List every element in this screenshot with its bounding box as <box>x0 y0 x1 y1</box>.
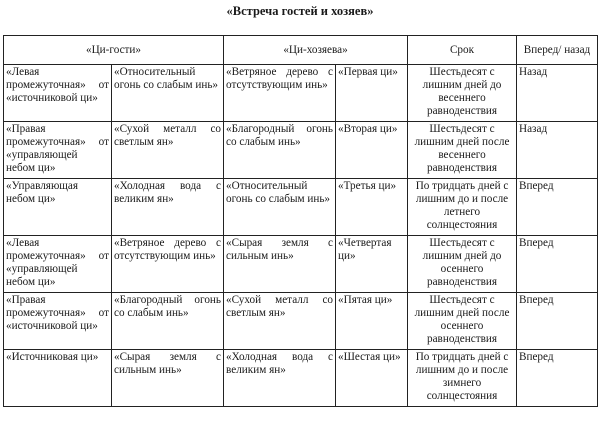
header-hosts: «Ци-хозяева» <box>224 36 408 65</box>
header-direction: Вперед/ назад <box>517 36 598 65</box>
term-cell: По тридцать дней с лишним до и после летнего солнцестояния <box>408 179 517 236</box>
direction-cell: Вперед <box>517 350 598 407</box>
term-cell: Шестьдесят с лишним дней после весеннего равноденствия <box>408 122 517 179</box>
host-element-cell: «Ветряное дерево с отсутствующим инь» <box>224 65 336 122</box>
guest-element-cell: «Холодная вода с великим ян» <box>112 179 224 236</box>
table-row <box>4 179 598 236</box>
host-element-cell: «Относительный огонь со слабым инь» <box>224 179 336 236</box>
guest-element-cell: «Ветряное дерево с отсутствующим инь» <box>112 236 224 293</box>
guest-qi-cell: «Левая промежуточная» от «управляющей небом ци» <box>4 236 112 293</box>
term-cell: Шестьдесят с лишним дней до осеннего равноденствия <box>408 236 517 293</box>
table-row <box>4 122 598 179</box>
header-term: Срок <box>408 36 517 65</box>
header-row <box>4 36 598 65</box>
term-cell: По тридцать дней с лишним до и после зимнего солнцестояния <box>408 350 517 407</box>
host-element-cell: «Сухой металл со светлым ян» <box>224 293 336 350</box>
host-qi-cell: «Пятая ци» <box>336 293 408 350</box>
guest-qi-cell: «Левая промежуточная» от «источниковой ци» <box>4 65 112 122</box>
direction-cell: Вперед <box>517 179 598 236</box>
host-element-cell: «Холодная вода с великим ян» <box>224 350 336 407</box>
guest-qi-cell: «Правая промежуточная» от «источниковой ци» <box>4 293 112 350</box>
guest-qi-cell: «Правая промежуточная» от «управляющей небом ци» <box>4 122 112 179</box>
table-title: «Встреча гостей и хозяев» <box>226 4 374 18</box>
table-row <box>4 65 598 122</box>
direction-cell: Вперед <box>517 236 598 293</box>
table-row <box>4 236 598 293</box>
host-qi-cell: «Шестая ци» <box>336 350 408 407</box>
host-qi-cell: «Первая ци» <box>336 65 408 122</box>
header-guests: «Ци-гости» <box>4 36 224 65</box>
guest-element-cell: «Сырая земля с сильным инь» <box>112 350 224 407</box>
guests-hosts-table <box>3 35 598 407</box>
direction-cell: Назад <box>517 122 598 179</box>
table-row <box>4 350 598 407</box>
guest-qi-cell: «Управляющая небом ци» <box>4 179 112 236</box>
guest-element-cell: «Относительный огонь со слабым инь» <box>112 65 224 122</box>
host-element-cell: «Сырая земля с сильным инь» <box>224 236 336 293</box>
direction-cell: Назад <box>517 65 598 122</box>
guest-qi-cell: «Источниковая ци» <box>4 350 112 407</box>
guest-element-cell: «Благородный огонь со слабым инь» <box>112 293 224 350</box>
direction-cell: Вперед <box>517 293 598 350</box>
host-qi-cell: «Вторая ци» <box>336 122 408 179</box>
host-qi-cell: «Четвертая ци» <box>336 236 408 293</box>
host-element-cell: «Благородный огонь со слабым инь» <box>224 122 336 179</box>
host-qi-cell: «Третья ци» <box>336 179 408 236</box>
term-cell: Шестьдесят с лишним дней после осеннего равноденствия <box>408 293 517 350</box>
table-row <box>4 293 598 350</box>
term-cell: Шестьдесят с лишним дней до весеннего равноденствия <box>408 65 517 122</box>
guest-element-cell: «Сухой металл со светлым ян» <box>112 122 224 179</box>
